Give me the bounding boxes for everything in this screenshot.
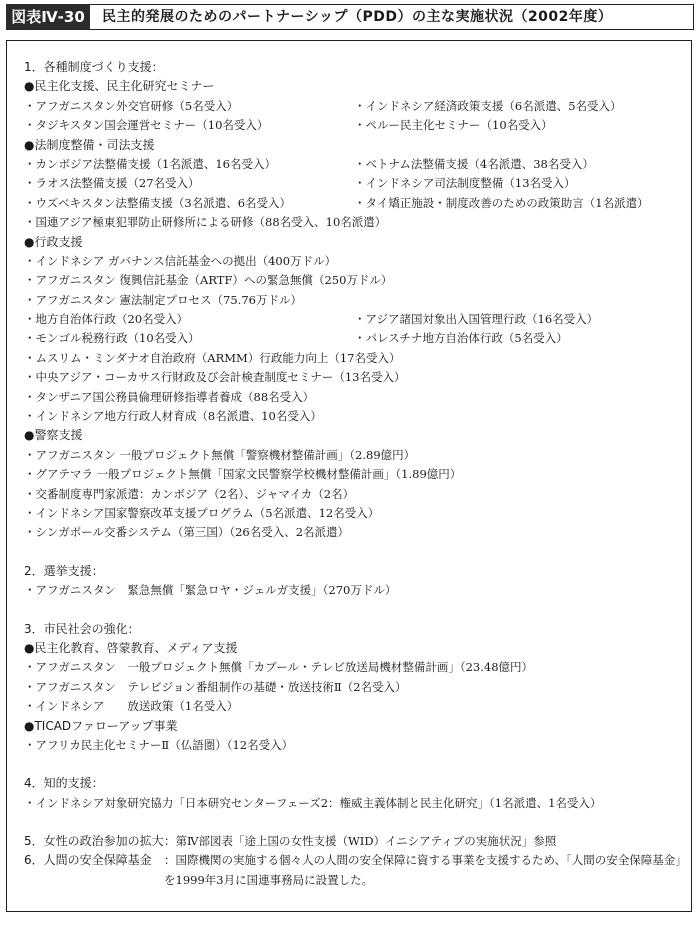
list-item: ・アフガニスタン 一般プロジェクト無償「警察機材整備計画」（2.89億円） bbox=[24, 447, 416, 462]
list-item: ・グアテマラ 一般プロジェクト無償「国家文民警察学校機材整備計画」（1.89億円） bbox=[24, 467, 462, 482]
figure-header bbox=[6, 4, 694, 30]
list-row bbox=[24, 329, 684, 348]
list-row bbox=[24, 97, 684, 116]
category-heading: ●民主化支援、民主化研究セミナー bbox=[24, 79, 215, 94]
note-text-continued: を1999年3月に国連事務局に設置した。 bbox=[164, 872, 374, 887]
list-item: ・アフガニスタン 復興信託基金（ARTF）への緊急無償（250万ドル） bbox=[24, 273, 393, 288]
list-row bbox=[24, 116, 684, 135]
list-item: ・ウズベキスタン法整備支援（3名派遣、6名受入） bbox=[24, 195, 292, 210]
category-heading: ●行政支援 bbox=[24, 234, 83, 249]
list-item: ・アフガニスタン 憲法制定プロセス（75.76万ドル） bbox=[24, 292, 302, 307]
list-item: ・シンガポール交番システム（第三国）（26名受入、2名派遣） bbox=[24, 525, 350, 540]
list-item: ・ムスリム・ミンダナオ自治政府（ARMM）行政能力向上（17名受入） bbox=[24, 350, 401, 365]
list-item: ・インドネシア対象研究協力「日本研究センターフェーズ2：権威主義体制と民主化研究」（1名派遣、1名受入） bbox=[24, 795, 602, 810]
category-heading: ●法制度整備・司法支援 bbox=[24, 137, 155, 152]
list-item: ・パレスチナ地方自治体行政（5名受入） bbox=[354, 331, 568, 346]
category-heading: ●警察支援 bbox=[24, 428, 83, 443]
list-row bbox=[24, 174, 684, 193]
list-item: ・タジキスタン国会運営セミナー（10名受入） bbox=[24, 118, 269, 133]
list-item: ・ペルー民主化セミナー（10名受入） bbox=[354, 118, 553, 133]
figure-label: 図表Ⅳ-30 bbox=[6, 4, 90, 30]
note-text: ：国際機関の実施する個々人の人間の安全保障に資する事業を支援するため、「人間の安全保障基金」 bbox=[164, 853, 687, 868]
list-item: ・アフガニスタン外交官研修（5名受入） bbox=[24, 98, 239, 113]
note-text: ：第Ⅳ部図表「途上国の女性支援（WID）イニシアティブの実施状況」参照 bbox=[164, 834, 557, 849]
list-item: ・インドネシア地方行政人材育成（8名派遣、10名受入） bbox=[24, 409, 322, 424]
list-item: ・インドネシア司法制度整備（13名受入） bbox=[354, 176, 576, 191]
list-item: ・インドネシア ガバナンス信託基金への拠出（400万ドル） bbox=[24, 253, 337, 268]
list-item: ・カンボジア法整備支援（1名派遣、16名受入） bbox=[24, 156, 276, 171]
section-heading: 4．知的支援： bbox=[24, 776, 104, 791]
content bbox=[24, 58, 687, 890]
list-item: ・アフガニスタン 一般プロジェクト無償「カブール・テレビ放送局機材整備計画」（23.48億円） bbox=[24, 660, 534, 675]
list-item: ・タイ矯正施設・制度改善のための政策助言（1名派遣） bbox=[354, 195, 649, 210]
note-row bbox=[24, 832, 684, 851]
list-item: ・アジア諸国対象出入国管理行政（16名受入） bbox=[354, 312, 599, 327]
section-heading: 1．各種制度づくり支援： bbox=[24, 60, 164, 74]
list-item: ・タンザニア国公務員倫理研修指導者養成（88名受入） bbox=[24, 389, 315, 404]
list-row bbox=[24, 310, 684, 329]
list-item: ・アフガニスタン 緊急無償「緊急ロヤ・ジェルガ支援」（270万ドル） bbox=[24, 583, 397, 598]
section-heading: 5．女性の政治参加の拡大 bbox=[24, 834, 164, 849]
section-heading: 2．選挙支援： bbox=[24, 563, 104, 578]
list-item: ・インドネシア 放送政策（1名受入） bbox=[24, 699, 239, 714]
list-item: ・地方自治体行政（20名受入） bbox=[24, 312, 189, 327]
list-item: ・国連アジア極東犯罪防止研修所による研修（88名受入、10名派遣） bbox=[24, 215, 387, 230]
category-heading: ●民主化教育、啓蒙教育、メディア支援 bbox=[24, 640, 238, 655]
list-item: ・インドネシア国家警察改革支援プログラム（5名派遣、12名受入） bbox=[24, 505, 380, 520]
list-item: ・アフガニスタン テレビジョン番組制作の基礎・放送技術Ⅱ（2名受入） bbox=[24, 679, 407, 694]
list-row bbox=[24, 155, 684, 174]
list-row bbox=[24, 194, 684, 213]
list-item: ・アフリカ民主化セミナーⅡ（仏語圏）（12名受入） bbox=[24, 737, 294, 752]
section-heading: 3．市民社会の強化： bbox=[24, 621, 140, 636]
list-item: ・モンゴル税務行政（10名受入） bbox=[24, 331, 200, 346]
list-item: ・中央アジア・コーカサス行財政及び会計検査制度セミナー（13名受入） bbox=[24, 370, 406, 385]
figure-title: 民主的発展のためのパートナーシップ（PDD）の主な実施状況（2002年度） bbox=[90, 4, 694, 30]
list-item: ・インドネシア経済政策支援（6名派遣、5名受入） bbox=[354, 98, 622, 113]
list-item: ・ラオス法整備支援（27名受入） bbox=[24, 176, 200, 191]
section-heading: 6．人間の安全保障基金 bbox=[24, 853, 152, 868]
list-item: ・交番制度専門家派遣：カンボジア（2名）、ジャマイカ（2名） bbox=[24, 486, 355, 501]
list-item: ・ベトナム法整備支援（4名派遣、38名受入） bbox=[354, 156, 594, 171]
category-heading: ●TICADファローアップ事業 bbox=[24, 718, 178, 733]
note-row bbox=[24, 851, 687, 870]
